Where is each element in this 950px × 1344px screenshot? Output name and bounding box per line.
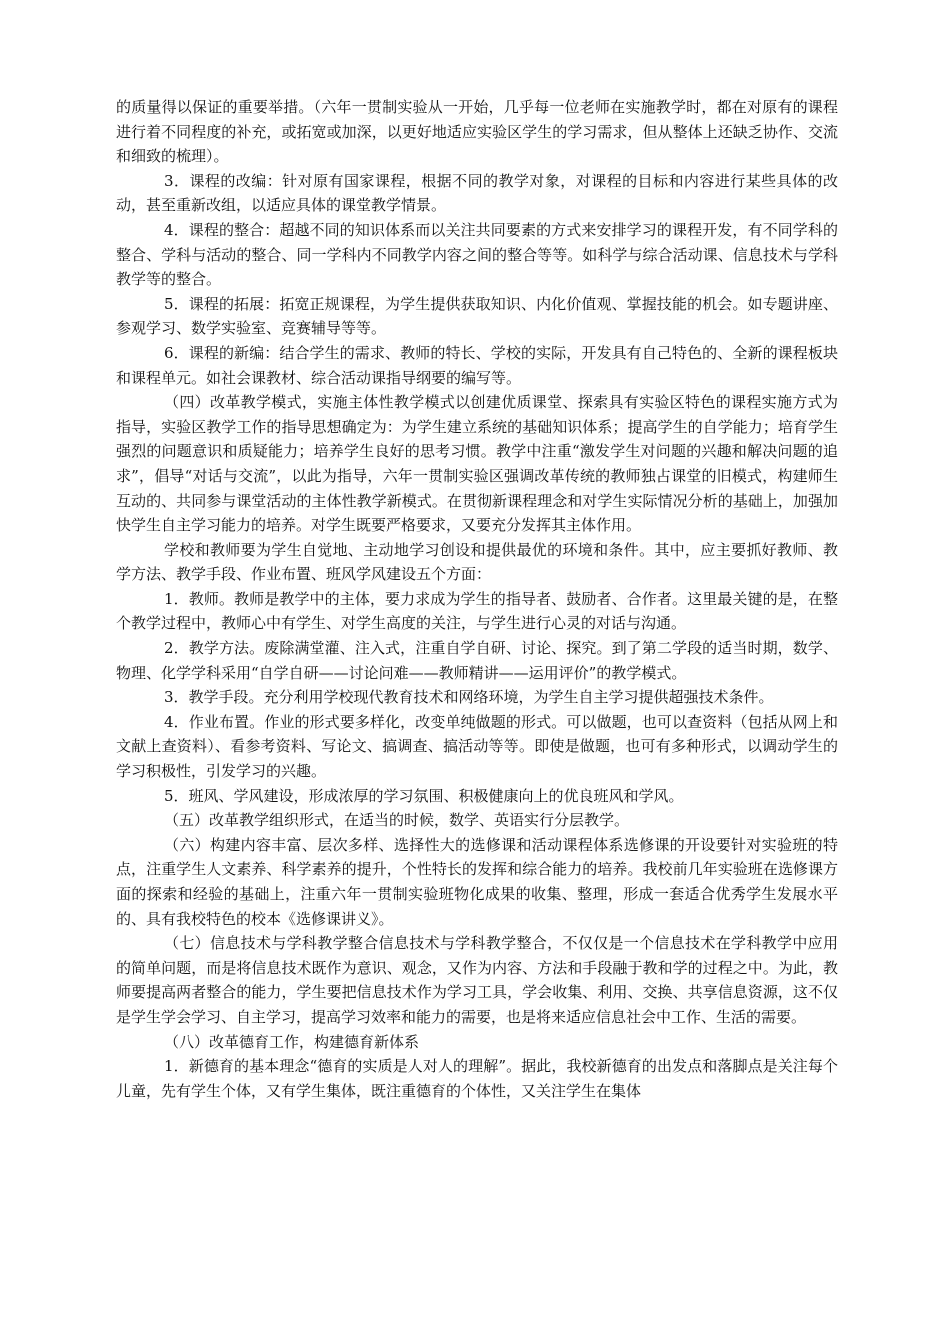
paragraph-course-new: 6．课程的新编：结合学生的需求、教师的特长、学校的实际，开发具有自己特色的、全新的课程板块和课程单元。如社会课教材、综合活动课指导纲要的编写等。 [116, 343, 838, 387]
paragraph-section-seven: （七）信息技术与学科教学整合信息技术与学科教学整合，不仅仅是一个信息技术在学科教学中应用的简单问题，而是将信息技术既作为意识、观念，又作为内容、方法和手段融于教和学的过程之中。为此，教师要提高两者整合的能力，学生要把信息技术作为学习工具，学会收集、利用、交换、共享信息资源，这不仅是学生学会学习、自主学习，提高学习效率和能力的需要，也是将来适应信息社会中工作、生活的需要。 [116, 934, 838, 1026]
paragraph-course-integration: 4．课程的整合：超越不同的知识体系而以关注共同要素的方式来安排学习的课程开发，有不同学科的整合、学科与活动的整合、同一学科内不同教学内容之间的整合等等。如科学与综合活动课、信息技术与学科教学等的整合。 [116, 220, 838, 289]
paragraph-teaching-methods: 2．教学方法。废除满堂灌、注入式，注重自学自研、讨论、探究。到了第二学段的适当时期，数学、物理、化学学科采用“自学自研——讨论问难——教师精讲——运用评价”的教学模式。 [116, 639, 838, 682]
paragraph-section-eight: （八）改革德育工作，构建德育新体系 [164, 1032, 420, 1051]
paragraph-section-five: （五）改革教学组织形式，在适当的时候，数学、英语实行分层教学。 [164, 811, 630, 830]
paragraph-continuation: 的质量得以保证的重要举措。（六年一贯制实验从一开始，几乎每一位老师在实施教学时，都在对原有的课程进行着不同程度的补充，或拓宽或加深，以更好地适应实验区学生的学习需求，但从整体上还缺乏协作、交流和细致的梳理）。 [116, 98, 838, 166]
paragraph-homework: 4．作业布置。作业的形式要多样化，改变单纯做题的形式。可以做题，也可以查资料（包括从网上和文献上查资料）、看参考资料、写论文、搞调查、搞活动等等。即使是做题，也可有多种形式，以调动学生的学习积极性，引发学习的兴趣。 [116, 712, 838, 781]
paragraph-moral-education: 1．新德育的基本理念“德育的实质是人对人的理解”。据此，我校新德育的出发点和落脚点是关注每个儿童，先有学生个体，又有学生集体，既注重德育的个体性，又关注学生在集体 [116, 1057, 838, 1100]
paragraph-teaching-means: 3．教学手段。充分利用学校现代教育技术和网络环境，为学生自主学习提供超强技术条件。 [164, 688, 774, 707]
paragraph-course-adaptation: 3．课程的改编：针对原有国家课程，根据不同的教学对象，对课程的目标和内容进行某些具体的改动，甚至重新改组，以适应具体的课堂教学情景。 [116, 171, 838, 215]
paragraph-teachers: 1．教师。教师是教学中的主体，要力求成为学生的指导者、鼓励者、合作者。这里最关键的是，在整个教学过程中，教师心中有学生、对学生高度的关注，与学生进行心灵的对话与沟通。 [116, 589, 838, 633]
paragraph-section-four: （四）改革教学模式，实施主体性教学模式以创建优质课堂、探索具有实验区特色的课程实施方式为指导，实验区教学工作的指导思想确定为：为学生建立系统的基础知识体系；提高学生的自学能力；培育学生强烈的问题意识和质疑能力；培养学生良好的思考习惯。教学中注重“激发学生对问题的兴趣和解决问题的追求”，倡导“对话与交流”，以此为指导，六年一贯制实验区强调改革传统的教师独占课堂的旧模式，构建师生互动的、共同参与课堂活动的主体性教学新模式。在贯彻新课程理念和对学生实际情况分析的基础上，加强加快学生自主学习能力的培养。对学生既要严格要求，又要充分发挥其主体作用。 [116, 393, 838, 535]
paragraph-course-extension: 5．课程的拓展：拓宽正规课程，为学生提供获取知识、内化价值观、掌握技能的机会。如专题讲座、参观学习、数学实验室、竞赛辅导等等。 [116, 294, 838, 338]
document-page [116, 95, 838, 1103]
paragraph-school-and-teachers: 学校和教师要为学生自觉地、主动地学习创设和提供最优的环境和条件。其中，应主要抓好教师、教学方法、教学手段、作业布置、班风学风建设五个方面： [116, 540, 838, 584]
paragraph-section-six: （六）构建内容丰富、层次多样、选择性大的选修课和活动课程体系选修课的开设要针对实验班的特点，注重学生人文素养、科学素养的提升，个性特长的发挥和综合能力的培养。我校前几年实验班在选修课方面的探索和经验的基础上，注重六年一贯制实验班物化成果的收集、整理，形成一套适合优秀学生发展水平的、具有我校特色的校本《选修课讲义》。 [116, 835, 838, 928]
paragraph-class-style: 5．班风、学风建设，形成浓厚的学习氛围、积极健康向上的优良班风和学风。 [164, 786, 684, 805]
